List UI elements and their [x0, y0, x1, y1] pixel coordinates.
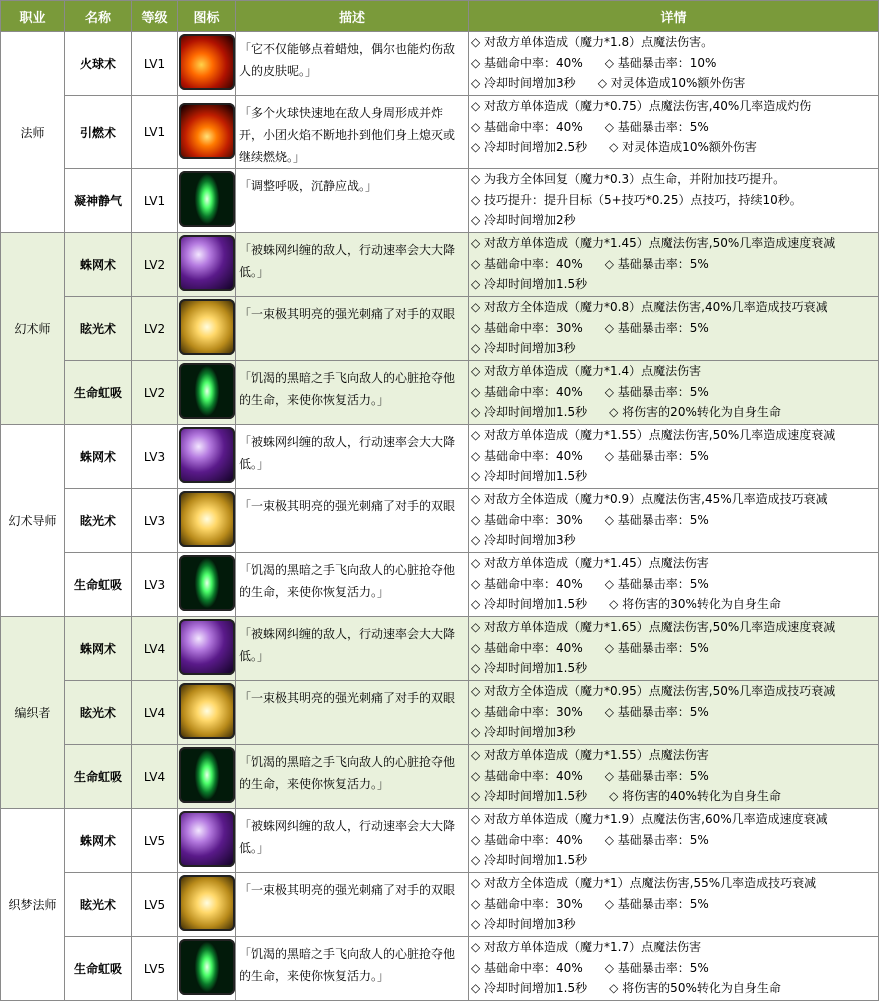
detail-text: ◇ 冷却时间增加3秒 [471, 725, 576, 740]
skill-row [1, 681, 879, 745]
detail-line [471, 53, 878, 74]
skill-description: 「被蛛网纠缠的敌人，行动速率会大大降低。」 [239, 819, 456, 855]
spider-web-icon [179, 811, 235, 867]
skill-level: LV1 [132, 96, 178, 169]
detail-text: ◇ 基础命中率：40% [471, 448, 583, 463]
detail-line [471, 873, 878, 894]
glare-icon [179, 875, 235, 931]
skill-description-cell [236, 681, 469, 745]
detail-line [471, 233, 878, 254]
skill-details-cell [469, 937, 879, 1001]
skill-icon-cell [178, 681, 236, 745]
skill-name: 生命虹吸 [65, 745, 132, 809]
detail-text: ◇ 基础暴击率：5% [604, 640, 709, 655]
skill-details-cell [469, 489, 879, 553]
detail-text: ◇ 基础暴击率：5% [604, 896, 709, 911]
detail-line [471, 850, 878, 871]
detail-text: ◇ 冷却时间增加2秒 [471, 213, 576, 228]
skill-description: 「它不仅能够点着蜡烛，偶尔也能灼伤敌人的皮肤呢。」 [239, 42, 456, 78]
detail-line [471, 978, 878, 999]
skill-icon-cell [178, 809, 236, 873]
skill-description-cell [236, 169, 469, 233]
spider-web-icon [179, 235, 235, 291]
detail-line [471, 658, 878, 679]
skill-level: LV3 [132, 489, 178, 553]
skill-row [1, 937, 879, 1001]
skill-description: 「调整呼吸，沉静应战。」 [239, 179, 378, 193]
skill-details-cell [469, 745, 879, 809]
detail-text: ◇ 基础暴击率：5% [604, 119, 709, 134]
skill-details-cell [469, 617, 879, 681]
skill-description: 「饥渴的黑暗之手飞向敌人的心脏抢夺他的生命，来使你恢复活力。」 [239, 371, 456, 407]
skill-description-cell [236, 937, 469, 1001]
skill-details-cell [469, 553, 879, 617]
skill-level: LV1 [132, 169, 178, 233]
detail-text: ◇ 对敌方全体造成（魔力*1）点魔法伤害,55%几率造成技巧衰减 [471, 876, 817, 890]
detail-text: ◇ 基础暴击率：5% [604, 384, 709, 399]
detail-line [471, 32, 878, 53]
detail-text: ◇ 基础暴击率：10% [604, 55, 717, 70]
skill-icon-cell [178, 32, 236, 96]
skill-row [1, 617, 879, 681]
detail-line [471, 638, 878, 659]
detail-line [471, 594, 878, 615]
skill-description: 「饥渴的黑暗之手飞向敌人的心脏抢夺他的生命，来使你恢复活力。」 [239, 947, 456, 983]
skill-level: LV4 [132, 745, 178, 809]
detail-text: ◇ 对敌方单体造成（魔力*1.9）点魔法伤害,60%几率造成速度衰减 [471, 812, 828, 826]
header-row [1, 1, 879, 32]
skill-row [1, 809, 879, 873]
detail-text: ◇ 基础命中率：30% [471, 704, 583, 719]
detail-line [471, 722, 878, 743]
detail-text: ◇ 基础暴击率：5% [604, 448, 709, 463]
detail-line [471, 190, 878, 211]
skill-details-cell [469, 681, 879, 745]
detail-text: ◇ 对敌方全体造成（魔力*0.95）点魔法伤害,50%几率造成技巧衰减 [471, 684, 836, 698]
skill-description: 「一束极其明亮的强光刺痛了对手的双眼 [239, 499, 456, 513]
detail-line [471, 681, 878, 702]
detail-line [471, 914, 878, 935]
detail-text: ◇ 对敌方单体造成（魔力*1.8）点魔法伤害。 [471, 35, 714, 49]
skill-level: LV1 [132, 32, 178, 96]
spider-web-icon [179, 619, 235, 675]
skill-icon-cell [178, 553, 236, 617]
skill-description-cell [236, 745, 469, 809]
detail-line [471, 274, 878, 295]
skill-level: LV4 [132, 617, 178, 681]
skill-name: 生命虹吸 [65, 361, 132, 425]
class-name-cell: 编织者 [1, 617, 65, 809]
glare-icon [179, 683, 235, 739]
skill-name: 蛛网术 [65, 617, 132, 681]
detail-text: ◇ 对敌方单体造成（魔力*1.55）点魔法伤害 [471, 748, 709, 762]
detail-text: ◇ 基础暴击率：5% [604, 256, 709, 271]
life-siphon-icon [179, 939, 235, 995]
skill-description-cell [236, 873, 469, 937]
skill-level: LV3 [132, 425, 178, 489]
class-name-cell: 幻术导师 [1, 425, 65, 617]
detail-line [471, 254, 878, 275]
skill-level: LV4 [132, 681, 178, 745]
detail-line [471, 338, 878, 359]
skill-icon-cell [178, 617, 236, 681]
skill-description: 「被蛛网纠缠的敌人，行动速率会大大降低。」 [239, 627, 456, 663]
focus-crystal-icon [179, 171, 235, 227]
detail-text: ◇ 将伤害的50%转化为自身生命 [609, 981, 781, 996]
class-name-cell: 幻术师 [1, 233, 65, 425]
skill-details-cell [469, 297, 879, 361]
detail-text: ◇ 对灵体造成10%额外伤害 [609, 140, 757, 155]
detail-text: ◇ 冷却时间增加1.5秒 [471, 789, 588, 804]
skill-name: 蛛网术 [65, 809, 132, 873]
detail-line [471, 937, 878, 958]
skill-name: 眩光术 [65, 873, 132, 937]
life-siphon-icon [179, 363, 235, 419]
detail-text: ◇ 基础暴击率：5% [604, 576, 709, 591]
skill-description-cell [236, 617, 469, 681]
skill-details-cell [469, 361, 879, 425]
skill-name: 生命虹吸 [65, 553, 132, 617]
skill-level: LV2 [132, 361, 178, 425]
skill-description-cell [236, 809, 469, 873]
detail-line [471, 510, 878, 531]
detail-line [471, 466, 878, 487]
skill-details-cell [469, 233, 879, 297]
detail-line [471, 553, 878, 574]
skill-row [1, 233, 879, 297]
detail-text: ◇ 冷却时间增加2.5秒 [471, 140, 588, 155]
skill-name: 火球术 [65, 32, 132, 96]
glare-icon [179, 491, 235, 547]
detail-text: ◇ 冷却时间增加1.5秒 [471, 277, 588, 292]
skill-name: 蛛网术 [65, 233, 132, 297]
skill-name: 眩光术 [65, 681, 132, 745]
detail-text: ◇ 冷却时间增加1.5秒 [471, 661, 588, 676]
detail-text: ◇ 基础暴击率：5% [604, 768, 709, 783]
detail-text: ◇ 冷却时间增加1.5秒 [471, 469, 588, 484]
skill-details-cell [469, 32, 879, 96]
detail-text: ◇ 对敌方单体造成（魔力*1.4）点魔法伤害 [471, 364, 702, 378]
skill-description: 「饥渴的黑暗之手飞向敌人的心脏抢夺他的生命，来使你恢复活力。」 [239, 563, 456, 599]
detail-text: ◇ 将伤害的30%转化为自身生命 [609, 597, 781, 612]
skill-level: LV3 [132, 553, 178, 617]
detail-text: ◇ 对敌方单体造成（魔力*0.75）点魔法伤害,40%几率造成灼伤 [471, 99, 812, 113]
skill-name: 生命虹吸 [65, 937, 132, 1001]
detail-text: ◇ 基础命中率：40% [471, 576, 583, 591]
skill-name: 眩光术 [65, 297, 132, 361]
detail-text: ◇ 对灵体造成10%额外伤害 [597, 76, 746, 91]
detail-text: ◇ 基础命中率：30% [471, 512, 583, 527]
class-name-cell: 法师 [1, 32, 65, 233]
detail-text: ◇ 冷却时间增加3秒 [471, 533, 576, 548]
detail-line [471, 489, 878, 510]
glare-icon [179, 299, 235, 355]
detail-line [471, 958, 878, 979]
fireball-icon [179, 34, 235, 90]
skill-row [1, 425, 879, 489]
detail-text: ◇ 冷却时间增加1.5秒 [471, 405, 588, 420]
detail-text: ◇ 冷却时间增加3秒 [471, 76, 576, 91]
skill-row [1, 489, 879, 553]
skill-icon-cell [178, 873, 236, 937]
detail-line [471, 137, 878, 158]
skill-row [1, 96, 879, 169]
skill-description-cell [236, 96, 469, 169]
skill-icon-cell [178, 96, 236, 169]
skill-level: LV5 [132, 809, 178, 873]
skill-icon-cell [178, 169, 236, 233]
detail-line [471, 402, 878, 423]
detail-text: ◇ 将伤害的40%转化为自身生命 [609, 789, 781, 804]
detail-text: ◇ 将伤害的20%转化为自身生命 [609, 405, 781, 420]
detail-text: ◇ 基础暴击率：5% [604, 704, 709, 719]
detail-line [471, 297, 878, 318]
skill-description: 「一束极其明亮的强光刺痛了对手的双眼 [239, 691, 456, 705]
detail-text: ◇ 冷却时间增加1.5秒 [471, 853, 588, 868]
skill-level: LV2 [132, 297, 178, 361]
skill-row [1, 297, 879, 361]
detail-text: ◇ 基础暴击率：5% [604, 512, 709, 527]
detail-text: ◇ 冷却时间增加3秒 [471, 917, 576, 932]
skill-name: 蛛网术 [65, 425, 132, 489]
skill-icon-cell [178, 233, 236, 297]
detail-text: ◇ 基础暴击率：5% [604, 960, 709, 975]
detail-text: ◇ 对敌方单体造成（魔力*1.45）点魔法伤害,50%几率造成速度衰减 [471, 236, 836, 250]
detail-line [471, 530, 878, 551]
skill-description-cell [236, 297, 469, 361]
skill-description: 「一束极其明亮的强光刺痛了对手的双眼 [239, 307, 456, 321]
header-details: 详情 [469, 1, 879, 32]
skill-icon-cell [178, 489, 236, 553]
detail-text: ◇ 对敌方单体造成（魔力*1.7）点魔法伤害 [471, 940, 702, 954]
skill-description: 「被蛛网纠缠的敌人，行动速率会大大降低。」 [239, 435, 456, 471]
detail-line [471, 382, 878, 403]
skill-description: 「一束极其明亮的强光刺痛了对手的双眼 [239, 883, 456, 897]
skill-level: LV2 [132, 233, 178, 297]
detail-text: ◇ 基础命中率：40% [471, 55, 583, 70]
skill-level: LV5 [132, 937, 178, 1001]
detail-line [471, 574, 878, 595]
skill-row [1, 553, 879, 617]
detail-text: ◇ 对敌方全体造成（魔力*0.9）点魔法伤害,45%几率造成技巧衰减 [471, 492, 828, 506]
detail-line [471, 766, 878, 787]
skill-icon-cell [178, 937, 236, 1001]
detail-text: ◇ 对敌方单体造成（魔力*1.45）点魔法伤害 [471, 556, 709, 570]
skill-description-cell [236, 233, 469, 297]
skill-name: 引燃术 [65, 96, 132, 169]
header-name: 名称 [65, 1, 132, 32]
detail-text: ◇ 基础命中率：40% [471, 832, 583, 847]
detail-line [471, 446, 878, 467]
life-siphon-icon [179, 555, 235, 611]
ignite-icon [179, 103, 235, 159]
detail-line [471, 702, 878, 723]
spider-web-icon [179, 427, 235, 483]
detail-line [471, 73, 878, 94]
skill-row [1, 361, 879, 425]
detail-text: ◇ 冷却时间增加1.5秒 [471, 981, 588, 996]
header-description: 描述 [236, 1, 469, 32]
detail-line [471, 786, 878, 807]
skill-icon-cell [178, 745, 236, 809]
detail-line [471, 809, 878, 830]
skill-details-cell [469, 425, 879, 489]
detail-line [471, 117, 878, 138]
skill-icon-cell [178, 361, 236, 425]
detail-line [471, 425, 878, 446]
detail-text: ◇ 为我方全体回复（魔力*0.3）点生命，并附加技巧提升。 [471, 172, 786, 186]
header-icon: 图标 [178, 1, 236, 32]
skill-description-cell [236, 489, 469, 553]
detail-text: ◇ 基础命中率：40% [471, 256, 583, 271]
skill-details-cell [469, 873, 879, 937]
skill-icon-cell [178, 425, 236, 489]
life-siphon-icon [179, 747, 235, 803]
detail-line [471, 361, 878, 382]
skill-row [1, 745, 879, 809]
detail-text: ◇ 对敌方单体造成（魔力*1.65）点魔法伤害,50%几率造成速度衰减 [471, 620, 836, 634]
skill-description: 「多个火球快速地在敌人身周形成并炸开，小团火焰不断地扑到他们身上熄灭或继续燃烧。」 [239, 106, 456, 164]
skill-row [1, 32, 879, 96]
detail-line [471, 830, 878, 851]
skill-level: LV5 [132, 873, 178, 937]
detail-text: ◇ 基础命中率：40% [471, 640, 583, 655]
class-name-cell: 织梦法师 [1, 809, 65, 1001]
detail-text: ◇ 基础命中率：30% [471, 320, 583, 335]
skill-row [1, 169, 879, 233]
skill-icon-cell [178, 297, 236, 361]
header-class: 职业 [1, 1, 65, 32]
detail-text: ◇ 基础命中率：40% [471, 384, 583, 399]
header-level: 等级 [132, 1, 178, 32]
detail-text: ◇ 基础命中率：40% [471, 119, 583, 134]
detail-line [471, 96, 878, 117]
skill-description: 「被蛛网纠缠的敌人，行动速率会大大降低。」 [239, 243, 456, 279]
skill-details-cell [469, 809, 879, 873]
detail-line [471, 318, 878, 339]
detail-line [471, 169, 878, 190]
skill-description-cell [236, 553, 469, 617]
skill-description-cell [236, 32, 469, 96]
detail-text: ◇ 基础命中率：40% [471, 768, 583, 783]
skill-description: 「饥渴的黑暗之手飞向敌人的心脏抢夺他的生命，来使你恢复活力。」 [239, 755, 456, 791]
detail-line [471, 894, 878, 915]
detail-text: ◇ 基础命中率：40% [471, 960, 583, 975]
detail-text: ◇ 对敌方全体造成（魔力*0.8）点魔法伤害,40%几率造成技巧衰减 [471, 300, 828, 314]
detail-text: ◇ 基础暴击率：5% [604, 832, 709, 847]
skill-description-cell [236, 361, 469, 425]
detail-text: ◇ 技巧提升：提升目标（5+技巧*0.25）点技巧，持续10秒。 [471, 192, 802, 207]
detail-text: ◇ 对敌方单体造成（魔力*1.55）点魔法伤害,50%几率造成速度衰减 [471, 428, 836, 442]
detail-text: ◇ 基础暴击率：5% [604, 320, 709, 335]
detail-text: ◇ 基础命中率：30% [471, 896, 583, 911]
skill-details-cell [469, 169, 879, 233]
detail-line [471, 745, 878, 766]
detail-text: ◇ 冷却时间增加3秒 [471, 341, 576, 356]
skill-details-cell [469, 96, 879, 169]
skill-description-cell [236, 425, 469, 489]
skill-name: 眩光术 [65, 489, 132, 553]
skill-row [1, 873, 879, 937]
detail-line [471, 210, 878, 231]
detail-text: ◇ 冷却时间增加1.5秒 [471, 597, 588, 612]
skill-name: 凝神静气 [65, 169, 132, 233]
detail-line [471, 617, 878, 638]
